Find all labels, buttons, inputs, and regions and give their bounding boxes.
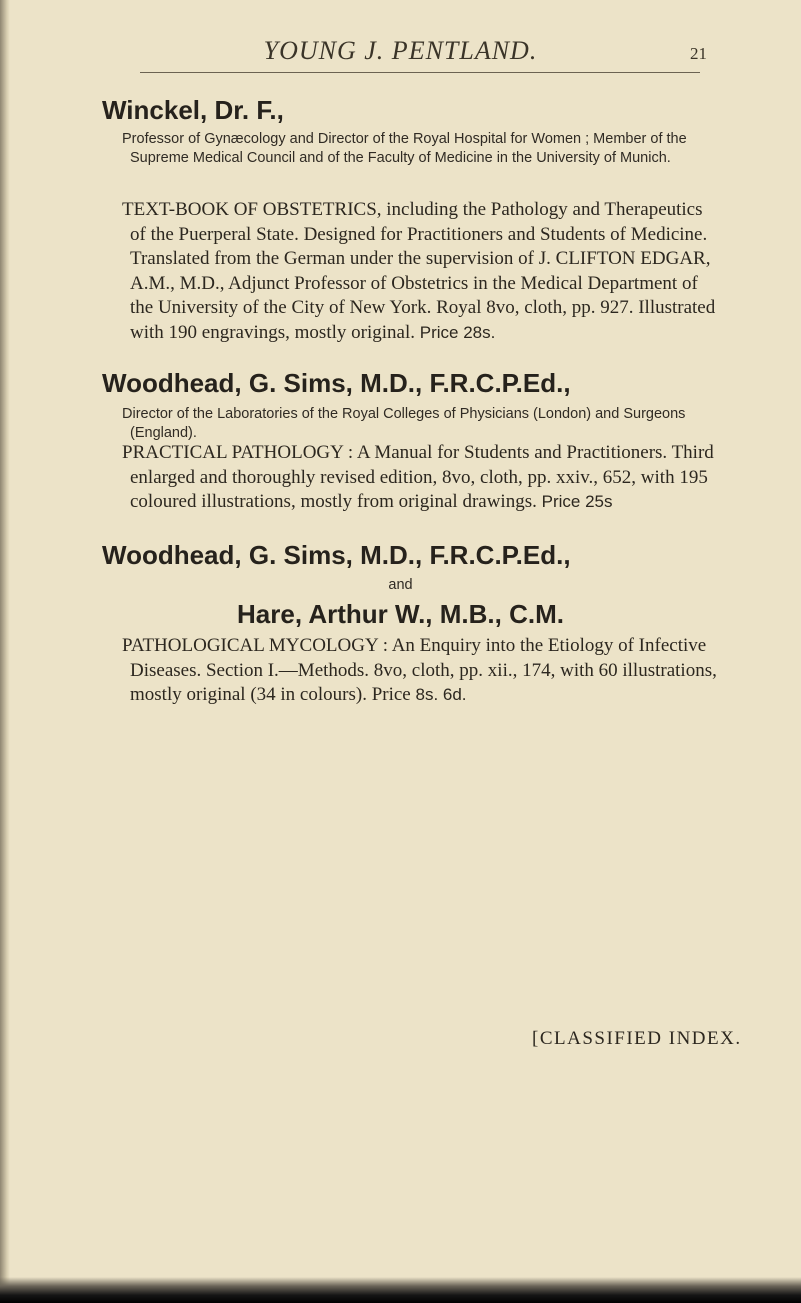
- book-description: [122, 634, 720, 708]
- author-heading: Woodhead, G. Sims, M.D., F.R.C.P.Ed.,: [102, 540, 571, 570]
- book-details: TEXT-BOOK OF OBSTETRICS, including the Pathology and Therapeutics of the Puerperal State. Designed for Practitioners and Students of Medicine. Translated from the German under the supervision of J. CLIFTON EDGAR, A.M., M.D., Adjunct Professor of Obstetrics in the Medical Department of the University of the City of New York. Royal 8vo, cloth, pp. 927. Illustrated with 190 engravings, mostly original.: [122, 199, 716, 343]
- header-rule: [140, 72, 700, 73]
- coauthor-heading: Hare, Arthur W., M.B., C.M.: [237, 599, 564, 629]
- author-connector: and: [388, 577, 413, 593]
- page-number: 21: [690, 44, 707, 63]
- author-credentials: Director of the Laboratories of the Royal Colleges of Physicians (London) and Surgeons (England).: [122, 406, 686, 441]
- book-description: [122, 198, 720, 345]
- book-details: PRACTICAL PATHOLOGY : A Manual for Students and Practitioners. Third enlarged and thoroughly revised edition, 8vo, cloth, pp. xxiv., 652, with 195 coloured illustrations, mostly from original drawings.: [122, 442, 714, 512]
- book-description: [122, 441, 720, 515]
- book-price: 8s. 6d.: [415, 685, 467, 704]
- page-edge-shadow: [0, 0, 10, 1303]
- book-price: Price 28s.: [419, 322, 496, 342]
- book-price: Price 25s: [541, 492, 613, 511]
- running-head: YOUNG J. PENTLAND.: [263, 36, 538, 65]
- book-details: PATHOLOGICAL MYCOLOGY : An Enquiry into the Etiology of Infective Diseases. Section I.—Methods. 8vo, cloth, pp. xii., 174, with 60 illustrations, mostly original (34 in colours). Price: [122, 635, 717, 705]
- author-heading: Winckel, Dr. F.,: [102, 95, 284, 125]
- author-credentials: Professor of Gynæcology and Director of the Royal Hospital for Women ; Member of the Supreme Medical Council and of the Faculty of Medicine in the University of Munich.: [122, 131, 687, 166]
- author-heading: Woodhead, G. Sims, M.D., F.R.C.P.Ed.,: [102, 368, 571, 398]
- classified-index-note: [CLASSIFIED INDEX.: [532, 1028, 742, 1049]
- bottom-edge-shadow: [0, 1277, 801, 1303]
